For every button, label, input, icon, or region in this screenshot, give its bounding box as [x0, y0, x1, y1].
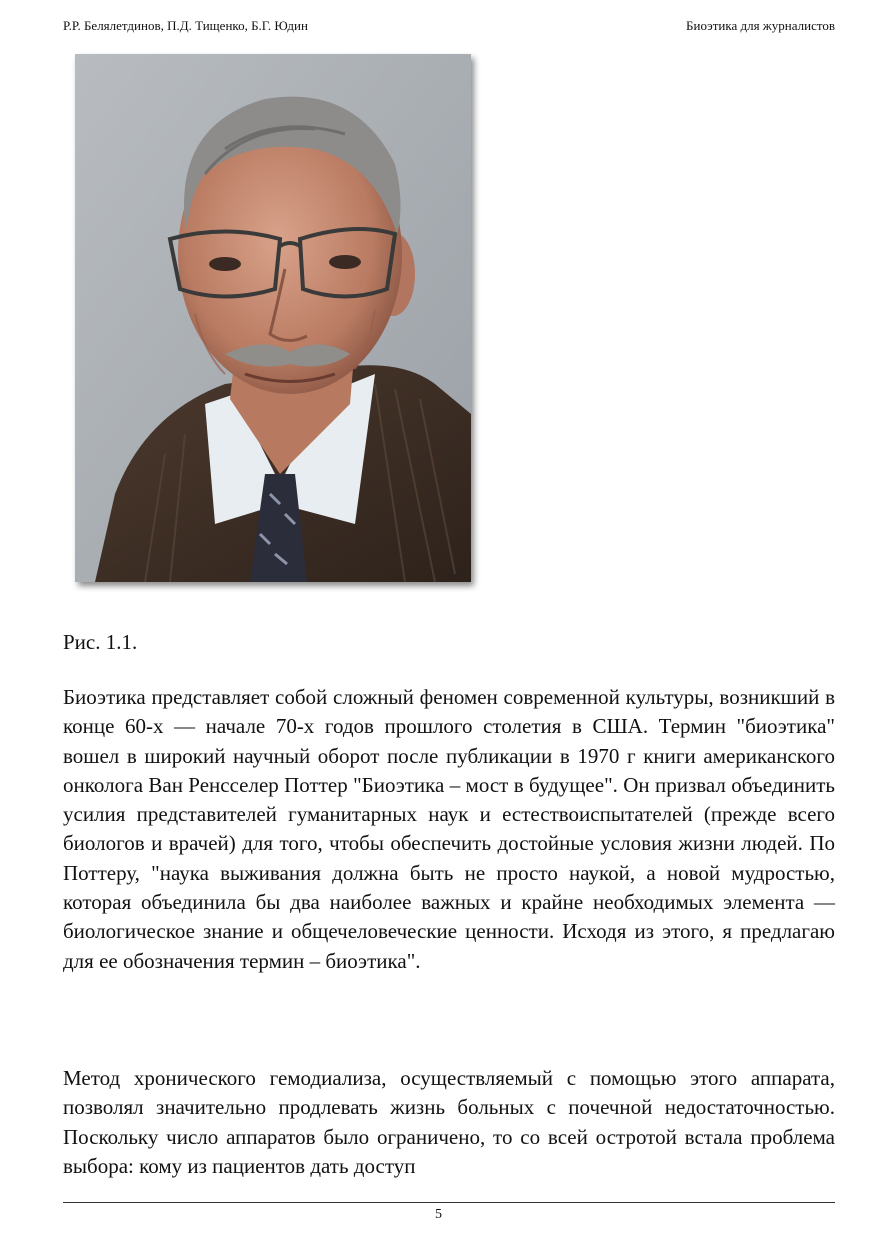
portrait-illustration — [75, 54, 471, 582]
body-paragraph-2: Метод хронического гемодиализа, осуществляемый с помощью этого аппарата, позволял значительно продлевать жизнь больных с почечной недостаточностью. Поскольку число аппаратов было ограничено, то со всей остротой встала проблема выбора: кому из пациентов дать доступ — [63, 1066, 835, 1178]
footer-divider — [63, 1202, 835, 1203]
header-book-title: Биоэтика для журналистов — [686, 18, 835, 33]
figure-caption: Рис. 1.1. — [63, 630, 138, 654]
header-authors: Р.Р. Белялетдинов, П.Д. Тищенко, Б.Г. Юдин — [63, 18, 308, 33]
running-header — [63, 16, 835, 36]
page-number: 5 — [435, 1207, 442, 1222]
figure-portrait-photo — [75, 54, 471, 582]
body-paragraph-1: Биоэтика представляет собой сложный феномен современной культуры, возникший в конце 60-х — начале 70-х годов прошлого столетия в США. Термин "биоэтика" вошел в широкий научный оборот после публикации в 1970 г книги американского онколога Ван Ренсселер Поттер "Биоэтика – мост в будущее". Он призвал объединить усилия представителей гуманитарных наук и естествоиспытателей (прежде всего биологов и врачей) для того, чтобы обеспечить достойные условия жизни людей. По Поттеру, "наука выживания должна быть не просто наукой, а новой мудростью, которая объединила бы два наиболее важных и крайне необходимых элемента — биологическое знание и общечеловеческие ценности. Исходя из этого, я предлагаю для ее обозначения термин – биоэтика". — [63, 685, 835, 973]
